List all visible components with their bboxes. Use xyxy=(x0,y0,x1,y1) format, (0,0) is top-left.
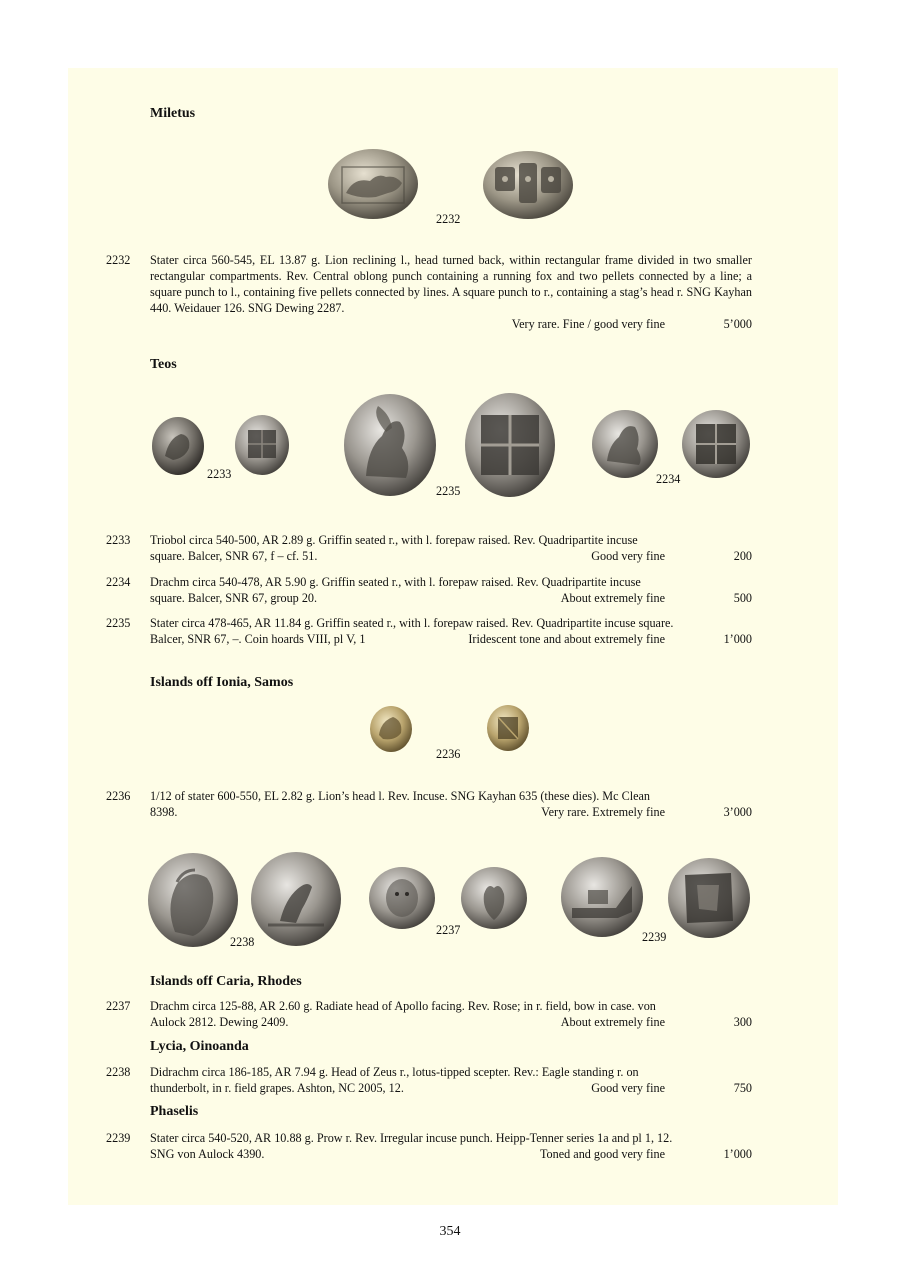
lot-description: 1/12 of stater 600-550, EL 2.82 g. Lion’s head l. Rev. Incuse. SNG Kayhan 635 (these dies). Mc Clean xyxy=(150,789,651,803)
section-heading-rhodes: Islands off Caria, Rhodes xyxy=(150,974,302,989)
lot-grade: About extremely fine xyxy=(560,1015,665,1029)
coin-2234-obverse xyxy=(591,409,659,479)
lot-description: Triobol circa 540-500, AR 2.89 g. Griffin seated r., with l. forepaw raised. Rev. Quadripartite incuse xyxy=(150,533,638,547)
lot-number: 2237 xyxy=(106,999,131,1013)
coin-2233-obverse xyxy=(151,416,205,476)
coin-2232-obverse xyxy=(326,147,420,221)
section-heading-phaselis: Phaselis xyxy=(150,1104,199,1119)
lot-price: 1’000 xyxy=(723,632,752,646)
lot-2239 xyxy=(106,1130,752,1162)
coin-2235-obverse xyxy=(342,392,438,498)
lot-price: 300 xyxy=(733,1015,752,1029)
lot-2238 xyxy=(106,1064,752,1096)
lot-reference: thunderbolt, in r. field grapes. Ashton, NC 2005, 12. xyxy=(150,1081,404,1095)
lot-reference: 8398. xyxy=(150,805,178,819)
coin-2238-obverse xyxy=(147,852,239,948)
coin-2233-reverse xyxy=(234,414,290,476)
section-heading-miletus: Miletus xyxy=(150,106,196,121)
lot-reference: SNG von Aulock 4390. xyxy=(150,1147,265,1161)
lot-number: 2239 xyxy=(106,1131,131,1145)
lot-description: Drachm circa 540-478, AR 5.90 g. Griffin seated r., with l. forepaw raised. Rev. Quadripartite incuse xyxy=(150,575,641,589)
coin-2232-reverse xyxy=(481,149,575,221)
coin-2238-reverse xyxy=(250,851,342,947)
page-number: 354 xyxy=(439,1224,461,1239)
lot-2236 xyxy=(106,788,752,820)
caption-2233: 2233 xyxy=(207,467,232,481)
lot-grade: Iridescent tone and about extremely fine xyxy=(468,632,665,646)
lot-price: 200 xyxy=(733,549,752,563)
lot-2235 xyxy=(106,615,752,647)
caption-2232: 2232 xyxy=(436,212,461,226)
lot-grade: Toned and good very fine xyxy=(539,1147,665,1161)
lot-2232 xyxy=(106,252,752,332)
lot-2233 xyxy=(106,532,752,564)
coin-2236-obverse xyxy=(369,705,413,753)
lot-price: 3’000 xyxy=(723,805,752,819)
lot-grade: Very rare. Extremely fine xyxy=(541,805,665,819)
section-heading-samos: Islands off Ionia, Samos xyxy=(150,675,294,690)
lot-number: 2236 xyxy=(106,789,131,803)
lot-description: Stater circa 540-520, AR 10.88 g. Prow r. Rev. Irregular incuse punch. Heipp-Tenner series 1a and pl 1, 12. xyxy=(150,1131,673,1145)
lot-2234 xyxy=(106,574,752,606)
caption-2236: 2236 xyxy=(436,747,461,761)
caption-2235: 2235 xyxy=(436,484,461,498)
caption-2238: 2238 xyxy=(230,935,255,949)
lot-price: 500 xyxy=(733,591,752,605)
coin-2239-obverse xyxy=(560,856,644,938)
lot-price: 1’000 xyxy=(723,1147,752,1161)
coin-2235-reverse xyxy=(463,391,557,499)
caption-2239: 2239 xyxy=(642,930,667,944)
caption-2237: 2237 xyxy=(436,923,461,937)
lot-grade: Good very fine xyxy=(591,1081,665,1095)
lot-reference: square. Balcer, SNR 67, f – cf. 51. xyxy=(150,549,318,563)
lot-grade: Very rare. Fine / good very fine xyxy=(511,317,665,331)
lot-reference: Balcer, SNR 67, –. Coin hoards VIII, pl V, 1 xyxy=(150,632,366,646)
lot-reference: square. Balcer, SNR 67, group 20. xyxy=(150,591,318,605)
lot-description: Stater circa 560-545, EL 13.87 g. Lion reclining l., head turned back, within rectangular frame divided in two smaller rectangular compartments. Rev. Central oblong punch containing a running fox and two pellets connected by a line; a square punch to l., containing five pellets connected by lines. A square punch to r., containing a stag’s head r. SNG Kayhan 440. Weidauer 126. SNG Dewing 2287. xyxy=(150,253,752,315)
coin-2234-reverse xyxy=(681,409,751,479)
lot-grade: Good very fine xyxy=(591,549,665,563)
lot-description: Stater circa 478-465, AR 11.84 g. Griffin seated r., with l. forepaw raised. Rev. Quadripartite incuse square. xyxy=(150,616,674,630)
lot-price: 750 xyxy=(733,1081,752,1095)
lot-description: Drachm circa 125-88, AR 2.60 g. Radiate head of Apollo facing. Rev. Rose; in r. field, bow in case. von xyxy=(150,999,656,1013)
lot-number: 2235 xyxy=(106,616,131,630)
lot-number: 2233 xyxy=(106,533,131,547)
lot-number: 2238 xyxy=(106,1065,131,1079)
lot-grade: About extremely fine xyxy=(560,591,665,605)
lot-number: 2234 xyxy=(106,575,131,589)
lot-2237 xyxy=(106,998,752,1030)
caption-2234: 2234 xyxy=(656,472,681,486)
lot-number: 2232 xyxy=(106,253,131,267)
coin-2236-reverse xyxy=(486,704,530,752)
coin-2237-obverse xyxy=(368,866,436,930)
lot-reference: Aulock 2812. Dewing 2409. xyxy=(150,1015,289,1029)
lot-price: 5’000 xyxy=(723,317,752,331)
section-heading-oinoanda: Lycia, Oinoanda xyxy=(150,1039,249,1054)
coin-2239-reverse xyxy=(667,857,751,939)
section-heading-teos: Teos xyxy=(150,357,177,372)
lot-description: Didrachm circa 186-185, AR 7.94 g. Head of Zeus r., lotus-tipped scepter. Rev.: Eagle standing r. on xyxy=(150,1065,639,1079)
coin-2237-reverse xyxy=(460,866,528,930)
